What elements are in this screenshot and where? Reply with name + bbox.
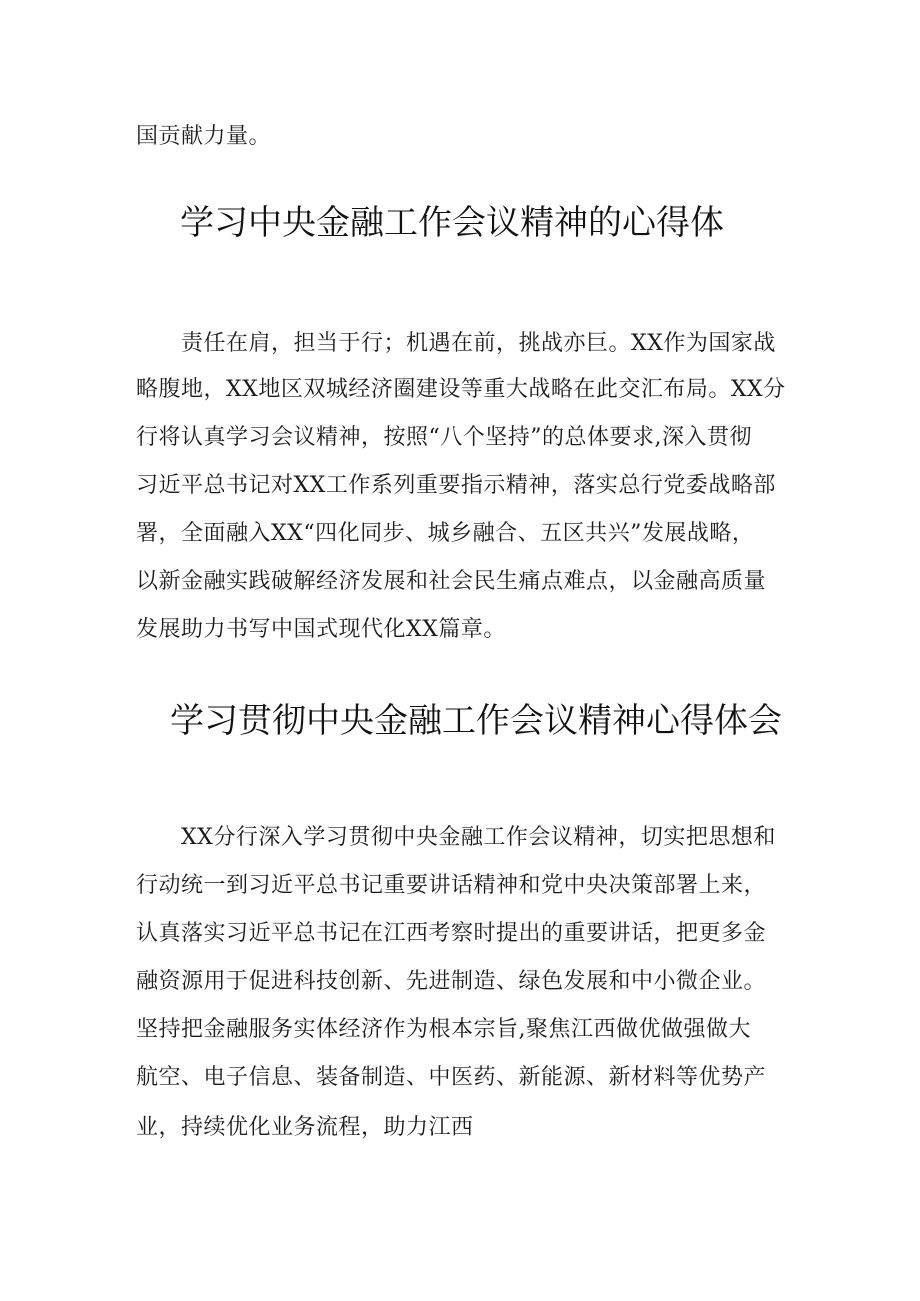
- paragraph-line: 业，持续优化业务流程，助力江西: [136, 1115, 474, 1140]
- paragraph-line: 略腹地，XX地区双城经济圈建设等重大战略在此交汇布局。XX分: [136, 377, 786, 402]
- paragraph-line: 署，全面融入XX“四化同步、城乡融合、五区共兴”发展战略，: [136, 521, 755, 546]
- section-1-title: 学习中央金融工作会议精神的心得体: [180, 203, 724, 243]
- paragraph-line: 发展助力书写中国式现代化XX篇章。: [136, 617, 506, 642]
- paragraph-line: 责任在肩，担当于行；机遇在前，挑战亦巨。XX作为国家战: [136, 331, 776, 356]
- paragraph-line: 以新金融实践破解经济发展和社会民生痛点难点，以金融高质量: [136, 569, 767, 594]
- paragraph-line: 坚持把金融服务实体经济作为根本宗旨,聚焦江西做优做强做大: [136, 1017, 751, 1042]
- paragraph-line: 认真落实习近平总书记在江西考察时提出的重要讲话，把更多金: [136, 921, 767, 946]
- section-2-title: 学习贯彻中央金融工作会议精神心得体会: [170, 701, 782, 741]
- paragraph-line: 融资源用于促进科技创新、先进制造、绿色发展和中小微企业。: [136, 969, 767, 994]
- paragraph-fragment: 国贡献力量。: [136, 124, 272, 149]
- paragraph-line: 航空、电子信息、装备制造、中医药、新能源、新材料等优势产: [136, 1065, 767, 1090]
- paragraph-line: XX分行深入学习贯彻中央金融工作会议精神，切实把思想和: [136, 825, 776, 850]
- paragraph-line: 行动统一到习近平总书记重要讲话精神和党中央决策部署上来，: [136, 873, 767, 898]
- paragraph-line: 习近平总书记对XX工作系列重要指示精神，落实总行党委战略部: [136, 473, 776, 498]
- paragraph-line: 行将认真学习会议精神，按照“八个坚持”的总体要求,深入贯彻: [136, 425, 752, 450]
